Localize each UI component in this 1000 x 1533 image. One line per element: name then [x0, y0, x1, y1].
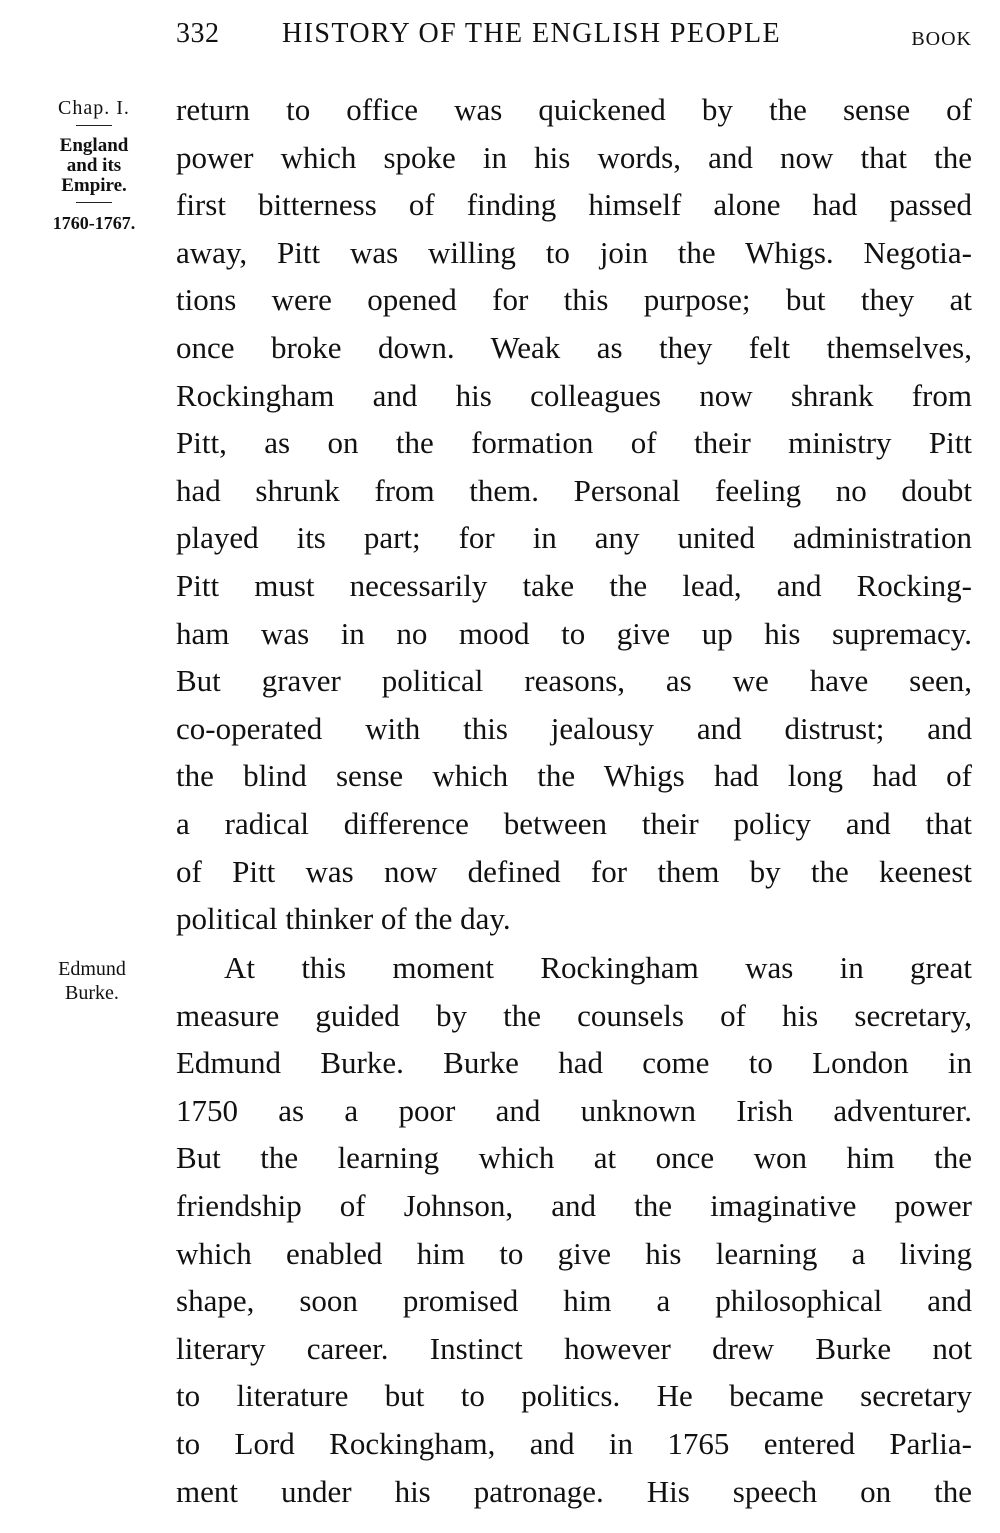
running-title: HISTORY OF THE ENGLISH PEOPLE [282, 18, 782, 49]
text-line: tions were opened for this purpose; but they at [176, 282, 972, 318]
chapter-label: Chap. I. [58, 97, 130, 119]
text-line: to literature but to politics. He became secretary [176, 1378, 972, 1414]
text-line: literary career. Instinct however drew Burke not [176, 1330, 972, 1366]
margin-note-chapter [34, 98, 154, 234]
text-line: had shrunk from them. Personal feeling no doubt [176, 472, 972, 508]
text-line: But the learning which at once won him the [176, 1140, 972, 1176]
text-line: to Lord Rockingham, and in 1765 entered Parlia- [176, 1425, 972, 1461]
text-line: away, Pitt was willing to join the Whigs. Negotia- [176, 234, 972, 270]
topic-line: and its [66, 155, 122, 176]
text-line: ment under his patronage. His speech on the [176, 1473, 972, 1509]
text-line: first bitterness of finding himself alone had passed [176, 187, 972, 223]
text-line: a radical difference between their policy and that [176, 805, 972, 841]
text-line: But graver political reasons, as we have seen, [176, 663, 972, 699]
text-line: friendship of Johnson, and the imaginative power [176, 1187, 972, 1223]
date-range: 1760-1767. [52, 213, 136, 233]
text-line: ham was in no mood to give up his supremacy. [176, 615, 972, 651]
running-header [176, 14, 972, 58]
text-line: of Pitt was now defined for them by the keenest [176, 853, 972, 889]
margin-rule [76, 202, 112, 203]
text-line: political thinker of the day. [176, 901, 511, 937]
burke-note-line: Edmund [58, 958, 126, 980]
text-line: 1750 as a poor and unknown Irish adventurer. [176, 1092, 972, 1128]
text-line: Pitt must necessarily take the lead, and Rocking- [176, 567, 972, 603]
text-line: shape, soon promised him a philosophical and [176, 1283, 972, 1319]
margin-note-burke [38, 957, 146, 1005]
text-line: Edmund Burke. Burke had come to London in [176, 1045, 972, 1081]
margin-rule [76, 125, 112, 126]
paragraph-2 [176, 944, 972, 1515]
topic-line: Empire. [61, 175, 127, 196]
book-label: BOOK [911, 28, 972, 50]
text-line: return to office was quickened by the sense of [176, 92, 972, 127]
text-line: Rockingham and his colleagues now shrank from [176, 377, 972, 413]
text-line: which enabled him to give his learning a living [176, 1235, 972, 1271]
text-line: the blind sense which the Whigs had long had of [176, 758, 972, 794]
page-number: 332 [176, 18, 220, 49]
paragraph-1 [176, 86, 972, 943]
text-line: At this moment Rockingham was in great [224, 950, 972, 985]
burke-note-line: Burke. [65, 982, 119, 1004]
text-line: measure guided by the counsels of his secretary, [176, 997, 972, 1033]
topic-note [34, 136, 154, 196]
text-line: played its part; for in any united administration [176, 520, 972, 556]
topic-line: England [59, 135, 129, 156]
text-line: once broke down. Weak as they felt themselves, [176, 329, 972, 365]
text-line: power which spoke in his words, and now that the [176, 139, 972, 175]
text-line: co-operated with this jealousy and distrust; and [176, 710, 972, 746]
text-line: Pitt, as on the formation of their ministry Pitt [176, 425, 972, 461]
